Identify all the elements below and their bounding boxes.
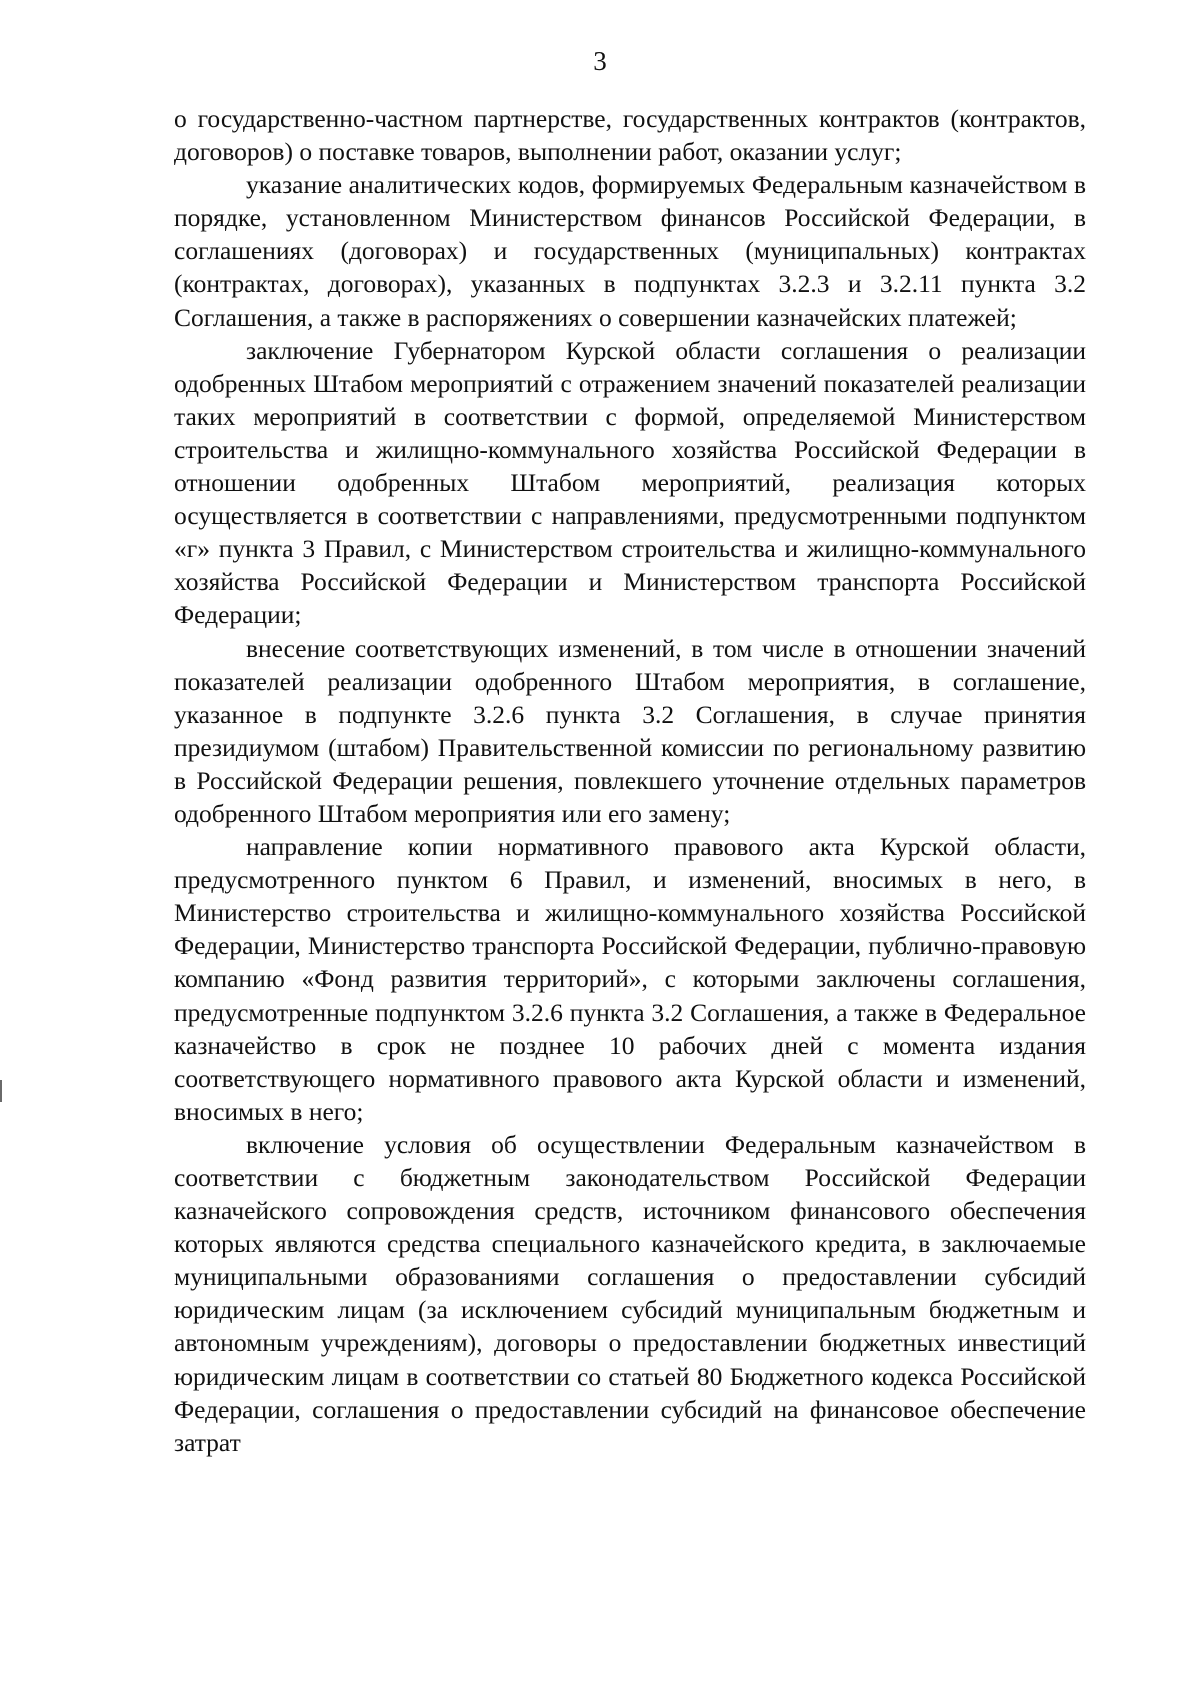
paragraph-continuation: о государственно-частном партнерстве, государственных контрактов (контрактов, договоров) о поставке товаров, выполнении работ, оказании услуг; [174,104,1086,167]
paragraph-regulatory-act-copy: направление копии нормативного правового акта Курской области, предусмотренного пунктом 6 Правил, и изменений, вносимых в него, в Министерство строительства и жилищно-коммунального хозяйства Российской Федерации, Министерство транспорта Российской Федерации, публично-правовую компанию «Фонд развития территорий», с которыми заключены соглашения, предусмотренные подпунктом 3.2.6 пункта 3.2 Соглашения, а также в Федеральное казначейство в срок не позднее 10 рабочих дней с момента издания соответствующего нормативного правового акта Курской области и изменений, вносимых в него; [174,832,1086,1126]
scan-edge-mark [0,1080,2,1102]
document-body [174,102,1086,1459]
paragraph-analytical-codes: указание аналитических кодов, формируемых Федеральным казначейством в порядке, установленном Министерством финансов Российской Федерации, в соглашениях (договорах) и государственных (муниципальных) контрактах (контрактах, договорах), указанных в подпунктах 3.2.3 и 3.2.11 пункта 3.2 Соглашения, а также в распоряжениях о совершении казначейских платежей; [174,170,1086,332]
paragraph-amendments: внесение соответствующих изменений, в том числе в отношении значений показателей реализации одобренного Штабом мероприятия, в соглашение, указанное в подпункте 3.2.6 пункта 3.2 Соглашения, в случае принятия президиумом (штабом) Правительственной комиссии по региональному развитию в Российской Федерации решения, повлекшего уточнение отдельных параметров одобренного Штабом мероприятия или его замену; [174,633,1086,828]
page-number: 3 [593,46,607,76]
paragraph-treasury-support: включение условия об осуществлении Федеральным казначейством в соответствии с бюджетным законодательством Российской Федерации казначейского сопровождения средств, источником финансового обеспечения которых являются средства специального казначейского кредита, в заключаемые муниципальными образованиями соглашения о предоставлении субсидий юридическим лицам (за исключением субсидий муниципальным бюджетным и автономным учреждениям), договоры о предоставлении бюджетных инвестиций юридическим лицам в соответствии со статьей 80 Бюджетного кодекса Российской Федерации, соглашения о предоставлении субсидий на финансовое обеспечение затрат [174,1129,1086,1457]
paragraph-governor-agreement: заключение Губернатором Курской области соглашения о реализации одобренных Штабом мероприятий с отражением значений показателей реализации таких мероприятий в соответствии с формой, определяемой Министерством строительства и жилищно-коммунального хозяйства Российской Федерации в отношении одобренных Штабом мероприятий, реализация которых осуществляется в соответствии с направлениями, предусмотренными подпунктом «г» пункта 3 Правил, с Министерством строительства и жилищно-коммунального хозяйства Российской Федерации и Министерством транспорта Российской Федерации; [174,335,1086,630]
